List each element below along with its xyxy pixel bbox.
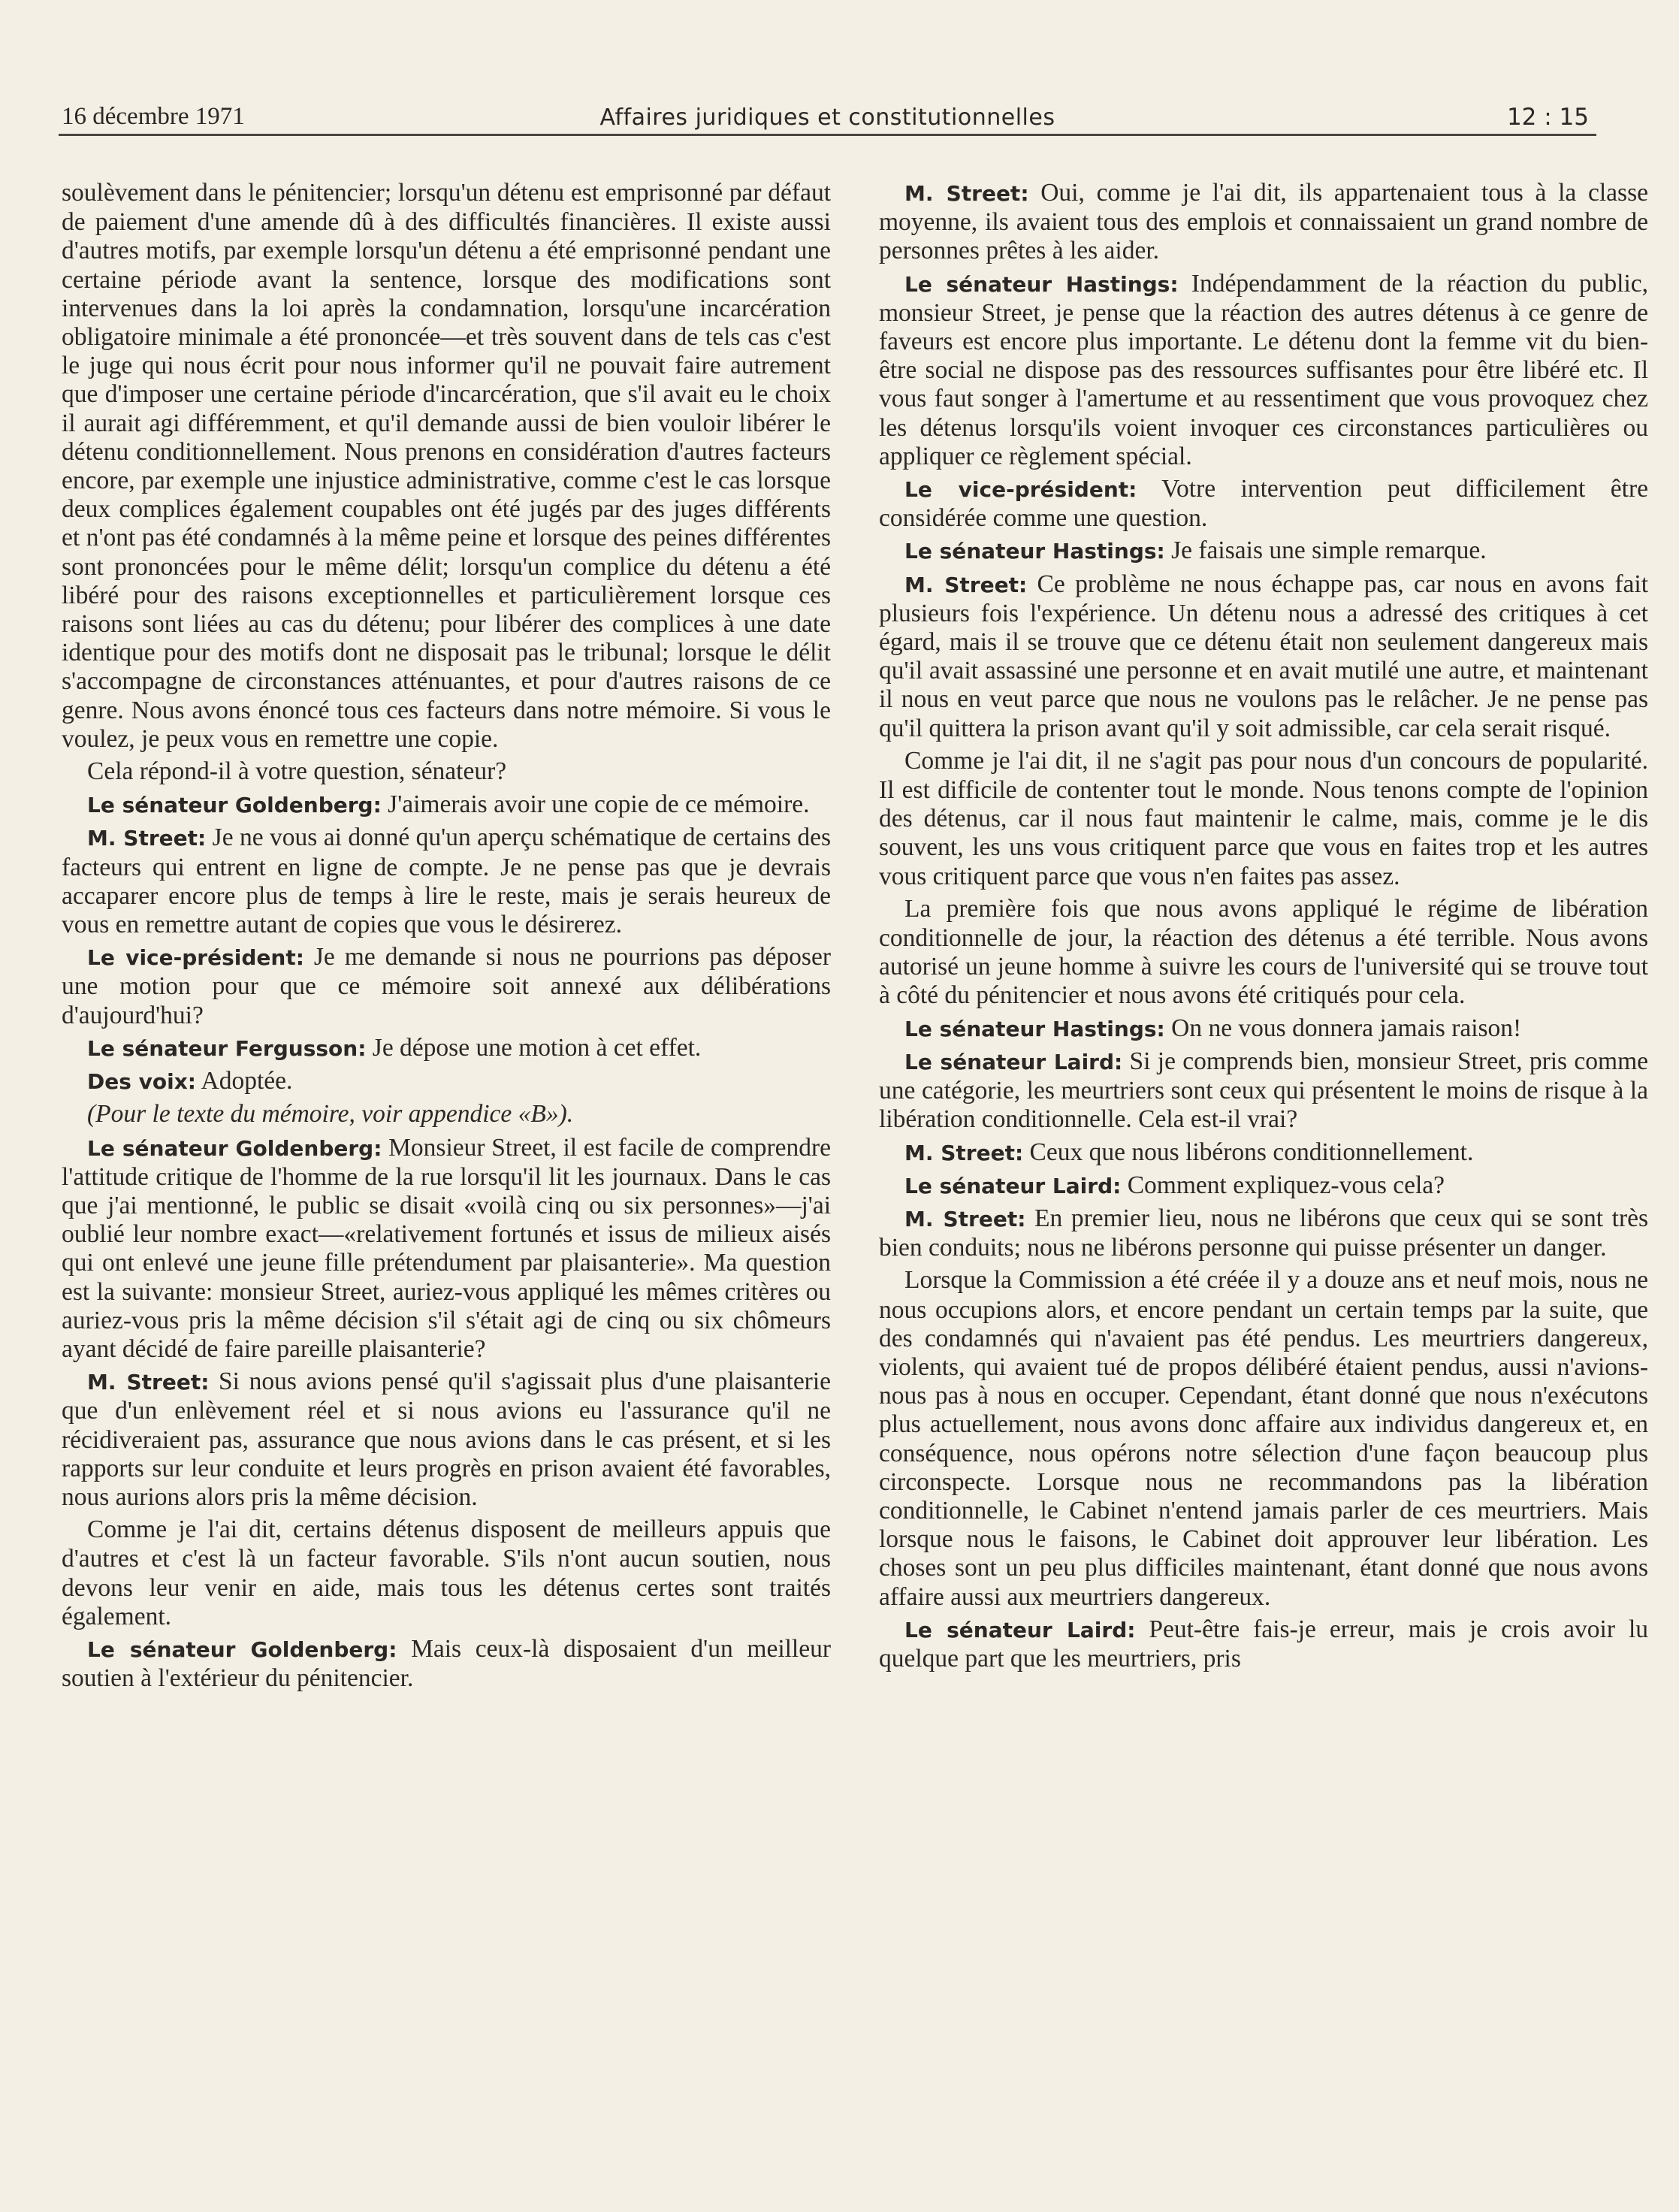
paragraph-text: Indépendamment de la réaction du public, monsieur Street, je pense que la réaction des autres détenus à ce genre de faveurs est encore plus importante. Le détenu dont la femme vit du bien-être social ne dispose pas des ressources suffisantes pour être libéré etc. Il vous faut songer à l'amertume et au ressentiment que vous provoquez chez les détenus lorsqu'ils voient invoquer ces circonstances particulières ou appliquer ce règlement spécial. bbox=[879, 269, 1649, 470]
paragraph bbox=[62, 179, 831, 754]
paragraph-text: Si je comprends bien, monsieur Street, pris comme une catégorie, les meurtriers sont ceux qui présentent le moins de risque à la libération conditionnelle. Cela est-il vrai? bbox=[879, 1047, 1649, 1134]
paragraph bbox=[879, 1047, 1648, 1135]
speaker-name: Le vice-président: bbox=[87, 945, 304, 971]
speaker-name: M. Street: bbox=[904, 1140, 1024, 1165]
speaker-name: M. Street: bbox=[904, 1206, 1026, 1231]
paragraph-text: Comment expliquez-vous cela? bbox=[1127, 1171, 1445, 1199]
paragraph bbox=[62, 1134, 831, 1364]
speaker-name: M. Street: bbox=[904, 181, 1029, 206]
paragraph bbox=[62, 1067, 831, 1096]
paragraph-text: Ceux que nous libérons conditionnellement. bbox=[1029, 1138, 1474, 1166]
paragraph bbox=[62, 790, 831, 820]
paragraph bbox=[879, 1014, 1648, 1044]
speaker-name: M. Street: bbox=[904, 572, 1028, 597]
speaker-name: Le sénateur Laird: bbox=[904, 1173, 1122, 1198]
paragraph bbox=[879, 475, 1648, 533]
speaker-name: M. Street: bbox=[87, 826, 207, 851]
speaker-name: Le sénateur Laird: bbox=[904, 1617, 1136, 1642]
speaker-name: Le sénateur Goldenberg: bbox=[87, 1135, 382, 1161]
paragraph bbox=[879, 179, 1648, 266]
paragraph bbox=[879, 1615, 1648, 1673]
paragraph-text: La première fois que nous avons appliqué le régime de libération conditionnelle de jour, la réaction des détenus a été terrible. Nous avons autorisé un jeune homme à suivre les cours de l'université qui se trouve tout à côté du pénitencier et nous avons été critiqués pour cela. bbox=[879, 894, 1648, 1010]
speaker-name: Le sénateur Goldenberg: bbox=[87, 793, 382, 818]
speaker-name: Des voix: bbox=[87, 1069, 196, 1095]
speaker-name: Le sénateur Fergusson: bbox=[87, 1035, 367, 1061]
paragraph-text: Je dépose une motion à cet effet. bbox=[372, 1033, 702, 1062]
paragraph-text: On ne vous donnera jamais raison! bbox=[1171, 1014, 1522, 1042]
paragraph-text: Comme je l'ai dit, certains détenus disposent de meilleurs appuis que d'autres et c'est là un facteur favorable. S'ils n'ont aucun soutien, nous devons leur venir en aide, mais tous les détenus certes sont traités également. bbox=[62, 1515, 831, 1630]
speaker-name: M. Street: bbox=[87, 1370, 210, 1395]
paragraph-text: Lorsque la Commission a été créée il y a douze ans et neuf mois, nous ne nous occupions alors, et encore pendant un certain temps par la suite, que des condamnés qui n'avaient pas été pendus. Les meurtriers dangereux, violents, qui avaient tué de propos délibéré étaient pendus, aussi n'avions-nous pas à nous en occuper. Cependant, étant donné que nous n'exécutons plus actuellement, nous avons donc affaire aux individus dangereux et, en conséquence, nous opérons notre sélection d'une façon beaucoup plus circonspecte. Lorsque nous ne recommandons pas la libération conditionnelle, le Cabinet n'entend jamais parler de ces meurtriers. Mais lorsque nous le faisons, le Cabinet doit approuver leur libération. Les choses sont un peu plus difficiles maintenant, étant donné que nous avons affaire aussi aux meurtriers dangereux. bbox=[879, 1266, 1648, 1611]
speaker-name: Le sénateur Laird: bbox=[904, 1049, 1123, 1074]
paragraph-text: Monsieur Street, il est facile de comprendre l'attitude critique de l'homme de la rue lorsqu'il lit les journaux. Dans le cas que j'ai mentionné, le public se disait «voilà cinq ou six personnes»—j'ai oublié leur nombre exact—«relativement fortunés et issus de milieux aisés qui ont enlevé une jeune fille prétendument par plaisanterie». Ma question est la suivante: monsieur Street, auriez-vous appliqué les mêmes critères ou auriez-vous pris la même décision s'il s'était agi de cinq ou six chômeurs ayant décidé de faire pareille plaisanterie? bbox=[62, 1133, 832, 1363]
paragraph-text: Si nous avions pensé qu'il s'agissait plus d'une plaisanterie que d'un enlèvement réel et si nous avions eu l'assurance qu'il ne récidiveraient pas, assurance que nous avions dans le cas présent, et si les rapports sur leur conduite et leurs progrès en prison avaient été favorables, nous aurions alors pris la même décision. bbox=[62, 1367, 832, 1511]
paragraph bbox=[62, 1034, 831, 1063]
paragraph-text: En premier lieu, nous ne libérons que ceux qui se sont très bien conduits; nous ne libérons personne qui puisse présenter un danger. bbox=[879, 1204, 1649, 1262]
paragraph bbox=[879, 1138, 1648, 1168]
paragraph-text: J'aimerais avoir une copie de ce mémoire. bbox=[388, 790, 810, 819]
paragraph-text: Votre intervention peut difficilement être considérée comme une question. bbox=[879, 475, 1648, 533]
speaker-name: Le vice-président: bbox=[904, 477, 1137, 503]
speaker-name: Le sénateur Hastings: bbox=[904, 1016, 1165, 1041]
paragraph bbox=[62, 1367, 831, 1512]
paragraph-text: soulèvement dans le pénitencier; lorsqu'un détenu est emprisonné par défaut de paiement d'une amende dû à des difficultés financières. Il existe aussi d'autres motifs, par exemple lorsqu'un détenu a été emprisonné pendant une certaine période avant la sentence, lorsque des modifications sont intervenues dans la loi après la condamnation, lorsqu'une incarcération obligatoire minimale a été prononcée—et très souvent dans de tels cas c'est le juge qui nous écrit pour nous informer qu'il ne pouvait faire autrement que d'imposer une certaine période d'incarcération, que s'il avait eu le choix il aurait agi différemment, et qu'il demande aussi de bien vouloir libérer le détenu conditionnellement. Nous prenons en considération d'autres facteurs encore, par exemple une injustice administrative, comme c'est le cas lorsque deux complices également coupables ont été jugés par des juges différents et n'ont pas été condamnés à la même peine et lorsque des peines différentes sont prononcées pour le même délit; lorsqu'un complice du détenu a été libéré pour des raisons exceptionnelles et particulièrement lorsque ces raisons sont liées au cas du détenu; pour libérer des complices à une date identique pour des motifs dont ne disposait pas le tribunal; lorsque le délit s'accompagne de circonstances atténuantes, et pour d'autres raisons de ce genre. Nous avons énoncé tous ces facteurs dans notre mémoire. Si vous le voulez, je peux vous en remettre une copie. bbox=[62, 179, 831, 753]
paragraph-text: (Pour le texte du mémoire, voir appendice «B»). bbox=[87, 1100, 574, 1129]
paragraph-text: Adoptée. bbox=[201, 1067, 293, 1095]
paragraph bbox=[879, 895, 1648, 1011]
paragraph-text: Oui, comme je l'ai dit, ils appartenaient tous à la classe moyenne, ils avaient tous des emplois et connaissaient un grand nombre de personnes prêtes à les aider. bbox=[879, 179, 1648, 265]
paragraph-text: Je faisais une simple remarque. bbox=[1171, 536, 1487, 565]
speaker-name: Le sénateur Goldenberg: bbox=[87, 1636, 397, 1662]
paragraph bbox=[879, 747, 1648, 891]
paragraph-text: Ce problème ne nous échappe pas, car nous en avons fait plusieurs fois l'expérience. Un détenu nous a adressé des critiques à cet égard, mais il se trouve que ce détenu était non seulement dangereux mais qu'il avait assassiné une personne et en avait mutilé une autre, et maintenant il nous en veut parce que nous ne voulons pas le relâcher. Je ne pense pas qu'il quittera la prison avant qu'il y soit admissible, car cela serait risqué. bbox=[879, 570, 1649, 742]
header-date: 16 décembre 1971 bbox=[62, 103, 245, 130]
paragraph bbox=[62, 1100, 831, 1129]
paragraph-text: Cela répond-il à votre question, sénateur? bbox=[87, 757, 507, 786]
paragraph-text: Comme je l'ai dit, il ne s'agit pas pour nous d'un concours de popularité. Il est difficile de contenter tout le monde. Nous tenons compte de l'opinion des détenus, car il nous faut maintenir le calme, mais, comme je le dis souvent, les uns vous critiquent parce que vous en faites trop et les autres vous critiquent parce que vous n'en faites pas assez. bbox=[879, 746, 1648, 890]
paragraph bbox=[879, 1171, 1648, 1201]
paragraph bbox=[62, 1635, 831, 1693]
right-column bbox=[879, 179, 1648, 1677]
paragraph-text: Mais ceux-là disposaient d'un meilleur soutien à l'extérieur du pénitencier. bbox=[62, 1634, 832, 1693]
header-title: Affaires juridiques et constitutionnelles bbox=[599, 104, 1055, 131]
paragraph bbox=[879, 270, 1648, 471]
paragraph bbox=[879, 570, 1648, 743]
paragraph bbox=[879, 1266, 1648, 1611]
running-header bbox=[59, 89, 1596, 136]
paragraph bbox=[62, 943, 831, 1030]
paragraph-text: Peut-être fais-je erreur, mais je crois avoir lu quelque part que les meurtriers, pris bbox=[879, 1615, 1648, 1673]
paragraph bbox=[62, 1515, 831, 1631]
paragraph-text: Je ne vous ai donné qu'un aperçu schématique de certains des facteurs qui entrent en ligne de compte. Je ne pense pas que je devrais accaparer encore plus de temps à lire le reste, mais je serais heureux de vous en remettre autant de copies que vous le désirerez. bbox=[62, 823, 832, 939]
left-column bbox=[62, 179, 831, 1697]
paragraph bbox=[62, 823, 831, 939]
speaker-name: Le sénateur Hastings: bbox=[904, 271, 1179, 297]
paragraph-text: Je me demande si nous ne pourrions pas déposer une motion pour que ce mémoire soit annexé aux délibérations d'aujourd'hui? bbox=[62, 943, 831, 1029]
paragraph bbox=[879, 1204, 1648, 1262]
header-page-number: 12 : 15 bbox=[1506, 104, 1589, 131]
speaker-name: Le sénateur Hastings: bbox=[904, 539, 1165, 564]
paragraph bbox=[62, 757, 831, 787]
paragraph bbox=[879, 536, 1648, 566]
